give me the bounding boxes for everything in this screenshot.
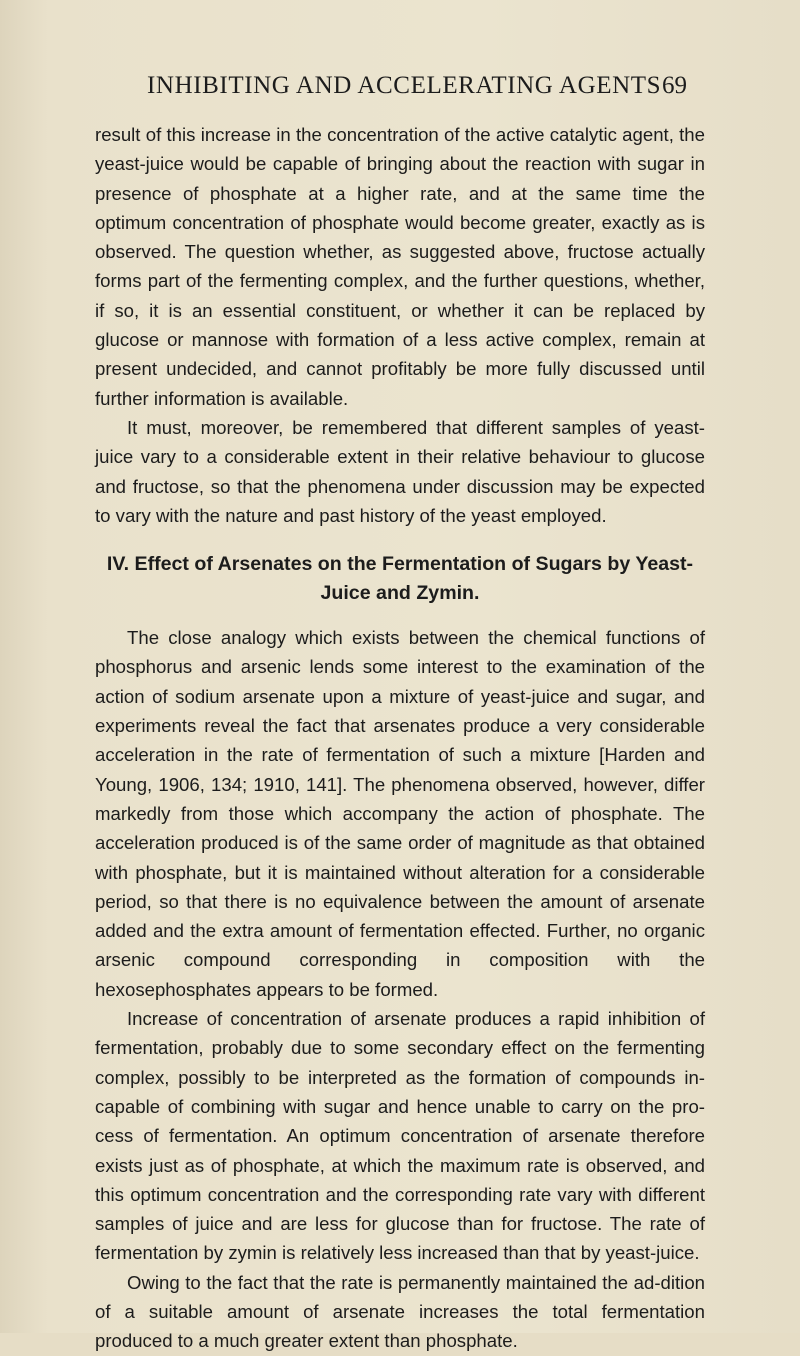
page-body [95,120,705,1356]
paragraph: The close analogy which exists between the chemical functions of phosphorus and arsenic lends some interest to the examination of the action of sodium arsenate upon a mixture of yeast-juice and sugar, and experiments reveal the fact that arsenates produce a very considerable acceleration in the rate of fermentation of such a mixture [Harden and Young, 1906, 134; 1910, 141]. The phenomena observed, however, differ markedly from those which accompany the action of phosphate. The acceleration produced is of the same order of magnitude as that obtained with phosphate, but it is maintained without alteration for a considerable period, so that there is no equivalence between the amount of arsenate added and the extra amount of fermentation effected. Further, no organic arsenic compound corresponding in composition with the hexosephosphates appears to be formed. [95,627,705,1000]
running-head: INHIBITING AND ACCELERATING AGENTS [147,72,662,99]
paragraph-continued: result of this increase in the concentration of the active catalytic agent, the yeast-juice would be capable of bringing about the reaction with sugar in presence of phosphate at a higher rate, and at the same time the optimum concentration of phosphate would become greater, exactly as is observed. The question whether, as suggested above, fructose actually forms part of the fermenting complex, and the further questions, whether, if so, it is an essential constituent, or whether it can be replaced by glucose or mannose with formation of a less active complex, remain at present undecided, and cannot profitably be more fully discussed until further information is available. [95,124,705,409]
section-heading: IV. Effect of Arsenates on the Fermentation of Sugars by Yeast-Juice and Zymin. [106,553,694,604]
paragraph: Owing to the fact that the rate is permanently maintained the ad-dition of a suitable amount of arsenate increases the total fermentation produced to a much greater extent than phosphate. [95,1271,705,1352]
page-header [147,72,687,112]
paragraph: Increase of concentration of arsenate produces a rapid inhibition of fermentation, probably due to some secondary effect on the fermenting complex, possibly to be interpreted as the formation of compounds in-capable of combining with sugar and hence unable to carry on the pro-cess of fermentation. An optimum concentration of arsenate therefore exists just as of phosphate, at which the maximum rate is observed, and this optimum concentration and the corresponding rate vary with different samples of juice and are less for glucose than for fructose. The rate of fermentation by zymin is relatively less increased than that by yeast-juice. [95,1008,705,1264]
page-number: 69 [662,72,687,99]
paragraph: It must, moreover, be remembered that different samples of yeast-juice vary to a considerable extent in their relative behaviour to glucose and fructose, so that the phenomena under discussion may be expected to vary with the nature and past history of the yeast employed. [95,416,705,526]
